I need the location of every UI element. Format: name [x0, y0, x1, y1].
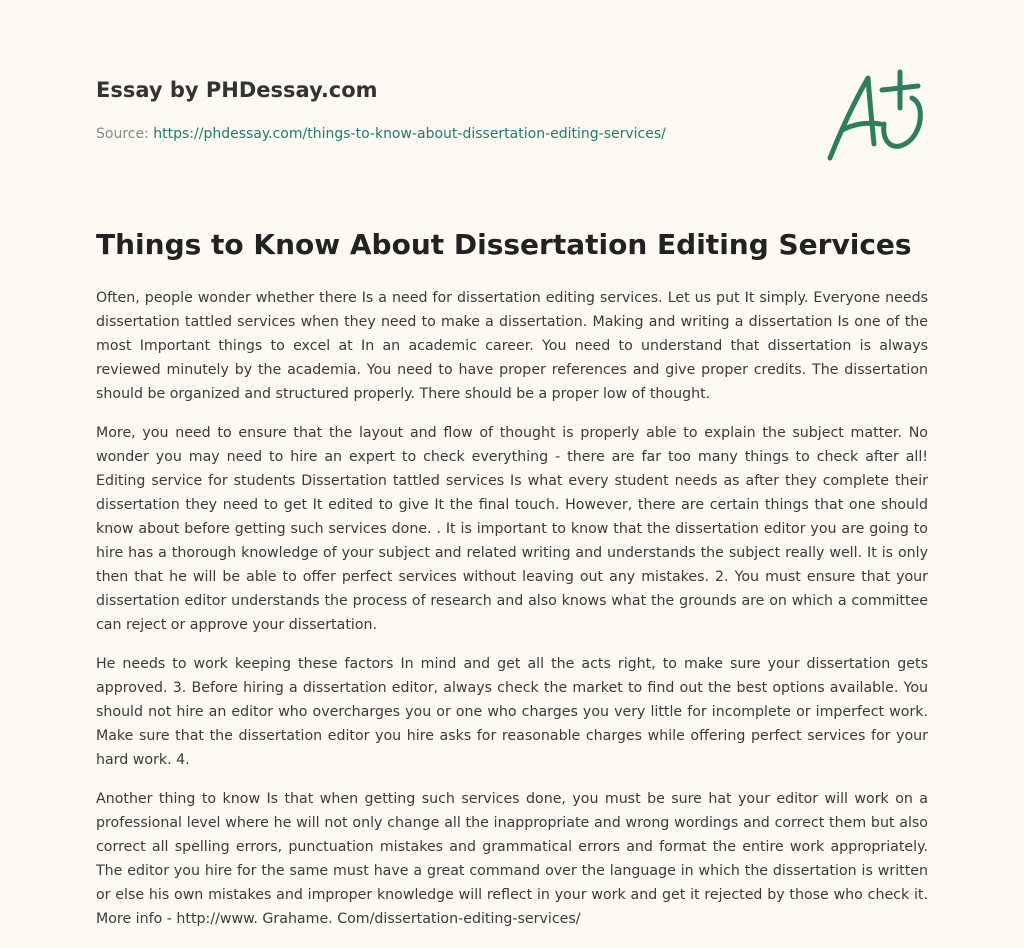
- source-link[interactable]: https://phdessay.com/things-to-know-about-dissertation-editing-services/: [153, 126, 666, 142]
- article-body: [96, 286, 928, 946]
- article-paragraph: Often, people wonder whether there Is a need for dissertation editing services. Let us put It simply. Everyone needs dissertation tattled services when they need to make a dissertation. Making and writing a dissertation Is one of the most Important things to excel at In an academic career. You need to understand that dissertation is always reviewed minutely by the academia. You need to have proper references and give proper credits. The dissertation should be organized and structured properly. There should be a proper low of thought.: [96, 290, 928, 402]
- article-paragraph: Another thing to know Is that when getting such services done, you must be sure hat your editor will work on a professional level where he will not only change all the inappropriate and wrong wordings and correct them but also correct all spelling errors, punctuation mistakes and grammatical errors and format the entire work appropriately. The editor you hire for the same must have a great command over the language in which the dissertation is written or else his own mistakes and improper knowledge will reflect in your work and get it rejected by those who check it. More info - http://www. Grahame. Com/dissertation-editing-services/: [96, 791, 928, 927]
- article-paragraph: He needs to work keeping these factors In mind and get all the acts right, to make sure your dissertation gets approved. 3. Before hiring a dissertation editor, always check the market to find out the best options available. You should not hire an editor who overcharges you or one who charges you very little for incomplete or imperfect work. Make sure that the dissertation editor you hire asks for reasonable charges while offering perfect services for your hard work. 4.: [96, 656, 928, 768]
- site-title: Essay by PHDessay.com: [96, 78, 378, 102]
- article-paragraph: More, you need to ensure that the layout and flow of thought is properly able to explain the subject matter. No wonder you may need to hire an expert to check everything - there are far too many things to check after all! Editing service for students Dissertation tattled services Is what every student needs as after they complete their dissertation they need to get It edited to give It the final touch. However, there are certain things that one should know about before getting such services done. . It is important to know that the dissertation editor you are going to hire has a thorough knowledge of your subject and related writing and understands the subject really well. It is only then that he will be able to offer perfect services without leaving out any mistakes. 2. You must ensure that your dissertation editor understands the process of research and also knows what the grounds are on which a committee can reject or approve your dissertation.: [96, 425, 928, 633]
- article-title: Things to Know About Dissertation Editing Services: [96, 228, 912, 261]
- header: [96, 74, 796, 144]
- a-plus-grade-icon: [820, 66, 930, 166]
- source-label: Source:: [96, 126, 149, 142]
- source-line: [96, 124, 796, 144]
